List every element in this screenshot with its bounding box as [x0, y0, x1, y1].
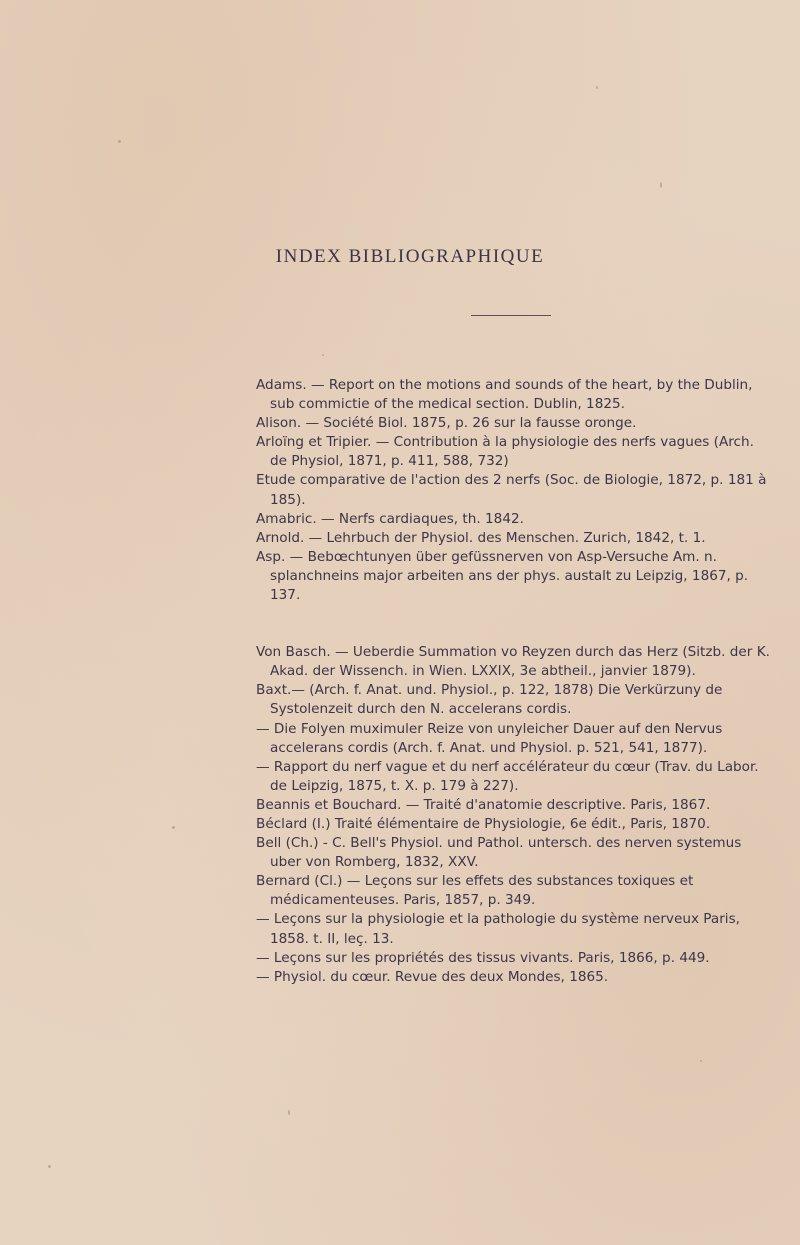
bibliography-list [256, 376, 771, 987]
paper-speck [596, 86, 598, 89]
paper-speck [172, 826, 175, 829]
bibliography-entry: Alison. — Société Biol. 1875, p. 26 sur la fausse oronge. [256, 415, 637, 432]
bibliography-entry: — Physiol. du cœur. Revue des deux Mondes, 1865. [256, 968, 609, 985]
section-gap [256, 605, 771, 624]
paper-speck [418, 686, 421, 690]
bibliography-entry: Arloïng et Tripier. — Contribution à la physiologie des nerfs vagues (Arch. de Physiol, 1871, p. 411, 588, 732) [256, 434, 754, 470]
bibliography-entry: — Leçons sur les propriétés des tissus vivants. Paris, 1866, p. 449. [256, 949, 710, 966]
bibliography-entry: Béclard (I.) Traité élémentaire de Physiologie, 6e édit., Paris, 1870. [256, 815, 711, 832]
bibliography-entry: Arnold. — Lehrbuch der Physiol. des Menschen. Zurich, 1842, t. 1. [256, 529, 706, 546]
title-rule [471, 315, 551, 316]
section-gap [256, 624, 771, 643]
bibliography-entry: — Die Folyen muximuler Reize von unyleicher Dauer auf den Nervus accelerans cordis (Arch. f. Anat. und Physiol. p. 521, 541, 1877). [256, 720, 723, 756]
bibliography-entry: Von Basch. — Ueberdie Summation vo Reyzen durch das Herz (Sitzb. der K. Akad. der Wissench. in Wien. LXXIX, 3e abtheil., janvier 1879). [256, 644, 770, 680]
bibliography-entry: Bell (Ch.) - C. Bell's Physiol. und Pathol. untersch. des nerven systemus uber von Romberg, 1832, XXV. [256, 835, 742, 871]
paper-speck [288, 1110, 290, 1115]
page-title: INDEX BIBLIOGRAPHIQUE [275, 246, 545, 267]
paper-speck [660, 182, 662, 188]
bibliography-entry: — Leçons sur la physiologie et la pathologie du système nerveux Paris, 1858. t. II, leç. 13. [256, 911, 740, 947]
bibliography-entry: Adams. — Report on the motions and sounds of the heart, by the Dublin, sub commictie of the medical section. Dublin, 1825. [256, 377, 753, 413]
bibliography-entry: Amabric. — Nerfs cardiaques, th. 1842. [256, 510, 524, 527]
paper-speck [700, 1060, 702, 1062]
bibliography-entry: — Rapport du nerf vague et du nerf accélérateur du cœur (Trav. du Labor. de Leipzig, 1875, t. X. p. 179 à 227). [256, 758, 759, 794]
paper-speck [118, 140, 121, 143]
paper-speck [322, 354, 324, 356]
bibliography-entry: Baxt.— (Arch. f. Anat. und. Physiol., p. 122, 1878) Die Verkürzuny de Systolenzeit durch den N. accelerans cordis. [256, 682, 723, 718]
bibliography-entry: Asp. — Bebœchtunyen über gefüssnerven von Asp-Versuche Am. n. splanchneins major arbeiten ans der phys. austalt zu Leipzig, 1867, p. 137. [256, 548, 749, 604]
paper-speck [48, 1165, 51, 1168]
bibliography-entry: Beannis et Bouchard. — Traité d'anatomie descriptive. Paris, 1867. [256, 796, 711, 813]
bibliography-entry: Etude comparative de l'action des 2 nerfs (Soc. de Biologie, 1872, p. 181 à 185). [256, 472, 767, 508]
bibliography-entry: Bernard (Cl.) — Leçons sur les effets des substances toxiques et médicamenteuses. Paris, 1857, p. 349. [256, 873, 694, 909]
